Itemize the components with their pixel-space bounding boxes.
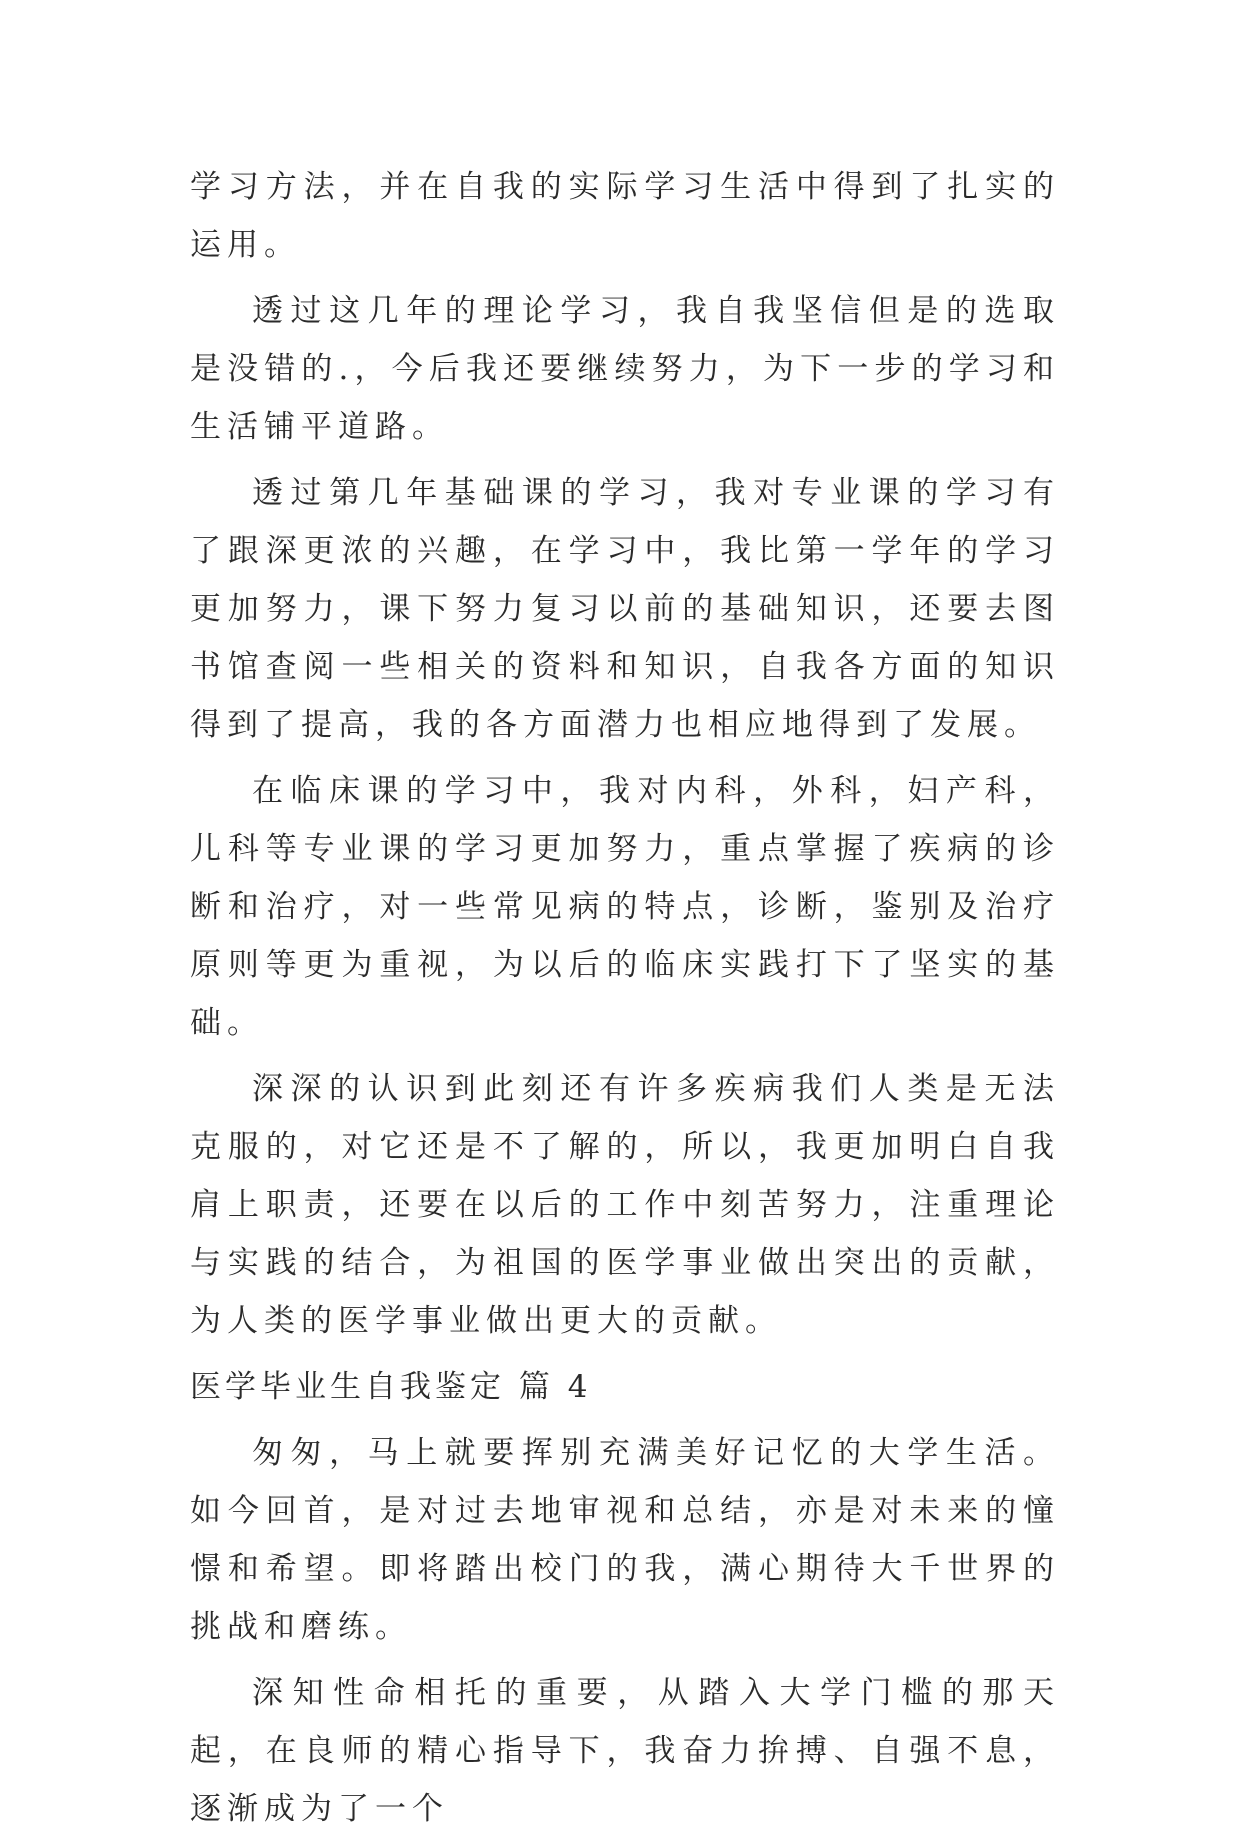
paragraph-farewell: 匆匆，马上就要挥别充满美好记忆的大学生活。如今回首，是对过去地审视和总结，亦是对未来的憧憬和希望。即将踏出校门的我，满心期待大千世界的挑战和磨练。 xyxy=(190,1435,1060,1645)
paragraph-clinical-courses: 在临床课的学习中，我对内科，外科，妇产科，儿科等专业课的学习更加努力，重点掌握了疾病的诊断和治疗，对一些常见病的特点，诊断，鉴别及治疗原则等更为重视，为以后的临床实践打下了坚实的基础。 xyxy=(190,773,1060,1041)
paragraph-theory-study: 透过这几年的理论学习，我自我坚信但是的选取是没错的.，今后我还要继续努力，为下一步的学习和生活铺平道路。 xyxy=(190,293,1060,445)
paragraph-life-trust: 深知性命相托的重要，从踏入大学门槛的那天起，在良师的精心指导下，我奋力拚搏、自强不息，逐渐成为了一个 xyxy=(190,1675,1060,1827)
paragraph-basic-courses: 透过第几年基础课的学习，我对专业课的学习有了跟深更浓的兴趣，在学习中，我比第一学年的学习更加努力，课下努力复习以前的基础知识，还要去图书馆查阅一些相关的资料和知识，自我各方面的知识得到了提高，我的各方面潜力也相应地得到了发展。 xyxy=(190,475,1060,743)
section-heading: 医学毕业生自我鉴定 篇 4 xyxy=(190,1369,592,1405)
paragraph-responsibility: 深深的认识到此刻还有许多疾病我们人类是无法克服的，对它还是不了解的，所以，我更加明白自我肩上职责，还要在以后的工作中刻苦努力，注重理论与实践的结合，为祖国的医学事业做出突出的贡献，为人类的医学事业做出更大的贡献。 xyxy=(190,1071,1060,1339)
paragraph-continued: 学习方法，并在自我的实际学习生活中得到了扎实的运用。 xyxy=(190,169,1060,263)
document-body xyxy=(190,158,1060,1846)
